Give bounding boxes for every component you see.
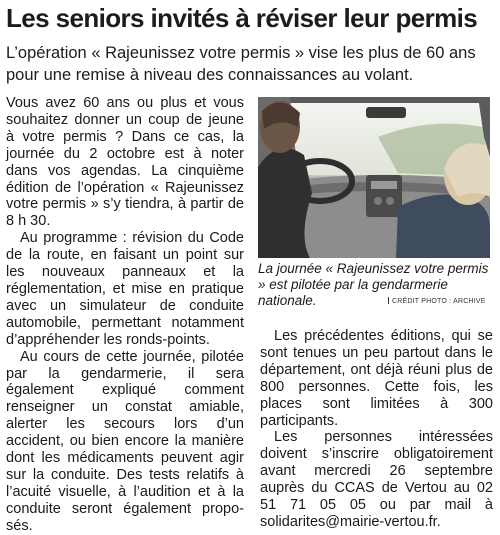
- article-column-right: [260, 328, 493, 531]
- photo-credit: [388, 297, 486, 305]
- paragraph: Au programme : révision du Code de la route, en faisant un point sur les nouveaux panneaux et la réglementation, et mise en pratique avec un simulateur de conduite automobile, permettant notamment d’appréhender les ronds-points.: [6, 230, 244, 348]
- article-photo: [258, 97, 490, 258]
- car-interior-photo: [258, 97, 490, 258]
- paragraph: Vous avez 60 ans ou plus et vous souhaitez donner un coup de jeune à votre permis ? Dans ce cas, la journée du 2 octobre est à noter dans vos agendas. La cinquième édition de l’opération « Rajeunissez votre permis » s’y tiendra, à partir de 8 h 30.: [6, 95, 244, 230]
- photo-credit-text: CRÉDIT PHOTO : ARCHIVE: [392, 298, 486, 305]
- paragraph: Les précédentes éditions, qui se sont tenues un peu partout dans le département, ont déjà réuni plus de 800 personnes. Cette fois, les places sont limitées à 300 participants.: [260, 328, 493, 429]
- headline: Les seniors invités à réviser leur permis: [6, 3, 478, 33]
- paragraph: Au cours de cette journée, pilotée par la gendarmerie, il sera également expliqué comment renseigner un constat amiable, alerter les secours lors d’un accident, ou bien encore la manière dont les médicaments peuvent agir sur la conduite. Des tests relatifs à l’acuité visuelle, à l’audition et à la conduite seront également proposés.: [6, 348, 244, 534]
- credit-rule: [388, 297, 389, 304]
- photo-caption: La journée « Rajeunissez votre permis » est pilotée par la gendarmerie nationale.: [258, 261, 489, 308]
- article-column-left: [6, 95, 244, 535]
- standfirst: L’opération « Rajeunissez votre permis » vise les plus de 60 ans pour une remise à niveau des connaissances au volant.: [6, 44, 476, 84]
- paragraph: Les personnes intéressées doivent s’inscrire obligatoirement avant mercredi 26 septembre auprès du CCAS de Vertou au 02 51 71 05 05 ou par mail à solidarites@mairie-vertou.fr.: [260, 429, 493, 530]
